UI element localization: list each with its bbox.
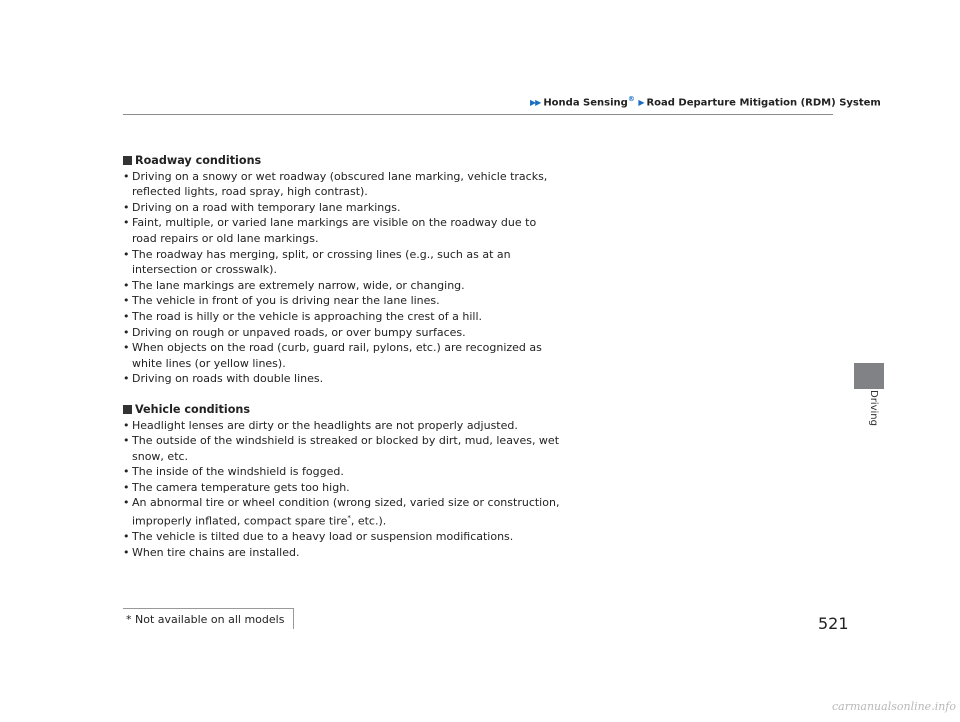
list-item-suffix: , etc.). <box>350 514 387 528</box>
section-title: Vehicle conditions <box>135 402 250 416</box>
double-arrow-icon: ▶▶ <box>530 98 541 108</box>
page-number: 521 <box>818 614 849 633</box>
breadcrumb-part1: Honda Sensing <box>543 97 628 109</box>
list-item: • Driving on a road with temporary lane markings. <box>123 200 563 216</box>
main-content <box>123 153 563 576</box>
list-item: • Headlight lenses are dirty or the headlights are not properly adjusted. <box>123 418 563 434</box>
watermark: carmanualsonline.info <box>832 700 956 713</box>
list-item: • Faint, multiple, or varied lane markings are visible on the roadway due to road repairs or old lane markings. <box>123 215 563 246</box>
header-divider <box>123 114 833 115</box>
square-bullet-icon <box>123 156 132 165</box>
list-item: • The inside of the windshield is fogged. <box>123 464 563 480</box>
section-tab <box>846 390 892 450</box>
list-item: • When tire chains are installed. <box>123 545 563 561</box>
arrow-icon: ▶ <box>638 98 644 108</box>
square-bullet-icon <box>123 405 132 414</box>
section-tab-label: Driving <box>868 390 879 426</box>
list-item: • The lane markings are extremely narrow, wide, or changing. <box>123 278 563 294</box>
footnote: * Not available on all models <box>126 613 285 626</box>
roadway-conditions-section <box>123 153 563 387</box>
section-heading <box>123 153 563 169</box>
footnote-mark: * <box>347 514 351 523</box>
list-item <box>123 495 563 529</box>
list-item: • The road is hilly or the vehicle is approaching the crest of a hill. <box>123 309 563 325</box>
section-title: Roadway conditions <box>135 154 262 167</box>
list-item: • When objects on the road (curb, guard rail, pylons, etc.) are recognized as white lines (or yellow lines). <box>123 340 563 371</box>
registered-mark: ® <box>627 95 635 103</box>
list-item: • The outside of the windshield is streaked or blocked by dirt, mud, leaves, wet snow, etc. <box>123 433 563 464</box>
list-item: • The camera temperature gets too high. <box>123 480 563 496</box>
list-item: • Driving on rough or unpaved roads, or over bumpy surfaces. <box>123 325 563 341</box>
list-item-text: An abnormal tire or wheel condition (wrong sized, varied size or construction, improperly inflated, compact spare tire <box>132 496 560 528</box>
condition-list <box>123 169 563 387</box>
breadcrumb-part2: Road Departure Mitigation (RDM) System <box>646 97 881 109</box>
condition-list <box>123 418 563 561</box>
list-item: • Driving on roads with double lines. <box>123 371 563 387</box>
breadcrumb <box>530 95 881 109</box>
list-item: • The vehicle is tilted due to a heavy load or suspension modifications. <box>123 529 563 545</box>
list-item: • The roadway has merging, split, or crossing lines (e.g., such as at an intersection or crosswalk). <box>123 247 563 278</box>
section-heading <box>123 402 563 418</box>
list-item: • Driving on a snowy or wet roadway (obscured lane marking, vehicle tracks, reflected lights, road spray, high contrast). <box>123 169 563 200</box>
list-item: • The vehicle in front of you is driving near the lane lines. <box>123 293 563 309</box>
section-tab-marker <box>854 363 884 389</box>
vehicle-conditions-section <box>123 402 563 561</box>
